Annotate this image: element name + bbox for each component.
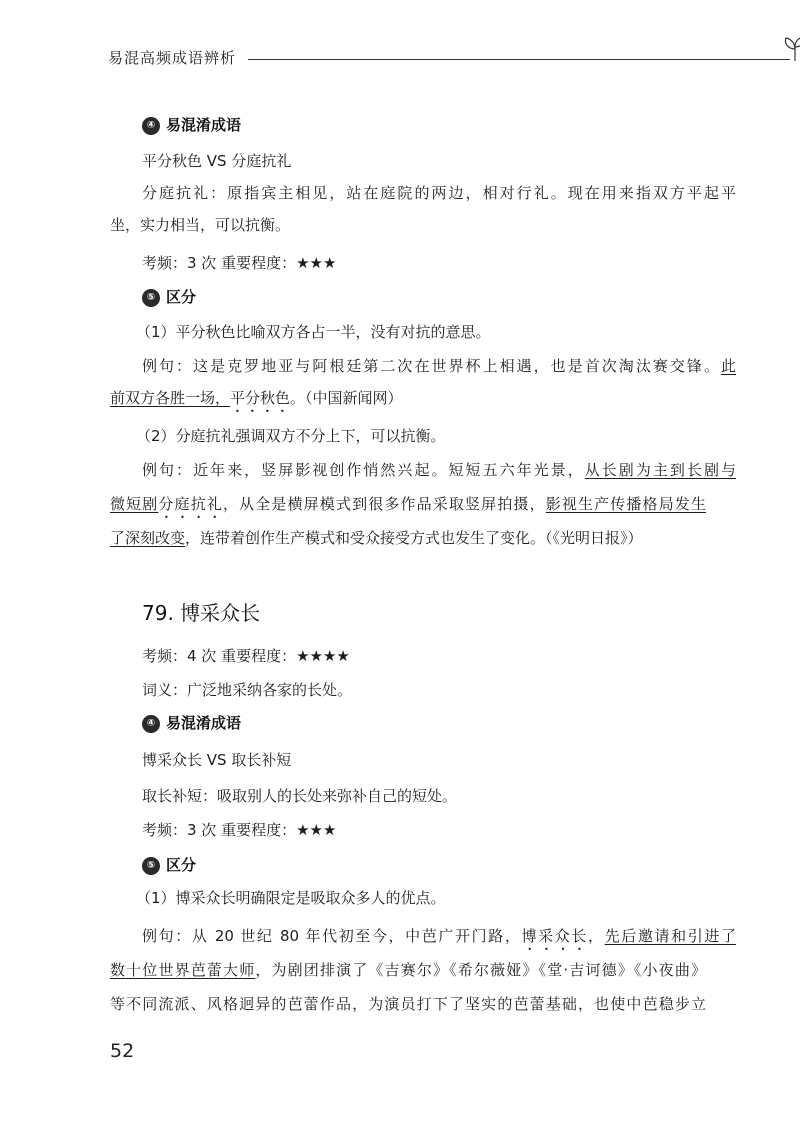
distinction-point-3: （1）博采众长明确限定是吸取众多人的优点。	[136, 889, 446, 907]
frequency-line-2: 考频：4 次 重要程度：★★★★	[142, 647, 350, 665]
example-line-3	[142, 460, 736, 480]
example-text: 例句：这是克罗地亚与阿根廷第二次在世界杯上相遇，也是首次淘汰赛交锋。	[142, 357, 721, 375]
section-badge-icon: ④	[142, 715, 160, 733]
example-line-6	[142, 926, 736, 954]
dotted-idiom: 博采众长	[521, 927, 588, 945]
distinction-point-2: （2）分庭抗礼强调双方不分上下，可以抗衡。	[136, 427, 446, 445]
meaning-line: 词义：广泛地采纳各家的长处。	[142, 681, 353, 699]
dotted-idiom: 分庭抗礼	[158, 495, 223, 513]
example-text: 例句：从 20 世纪 80 年代初至今，中芭广开门路，	[142, 927, 522, 945]
sprout-icon	[780, 33, 800, 63]
underlined-text: 先后邀请和引进了	[604, 927, 736, 945]
entry-title: 79. 博采众长	[142, 601, 261, 625]
heading-text: 区分	[166, 856, 197, 874]
header-rule	[248, 59, 790, 60]
dotted-idiom: 平分秋色	[230, 389, 291, 407]
example-line-4	[110, 494, 706, 522]
idiom-pair-1: 平分秋色 VS 分庭抗礼	[142, 152, 292, 170]
underlined-text: 微短剧	[110, 495, 159, 513]
heading-text: 易混淆成语	[166, 116, 242, 134]
example-text: ，从全是横屏模式到很多作品采取竖屏拍摄，	[222, 495, 546, 513]
frequency-line-3: 考频：3 次 重要程度：★★★	[142, 821, 337, 839]
distinction-point-1: （1）平分秋色比喻双方各占一半，没有对抗的意思。	[136, 323, 491, 341]
confusable-heading-2	[142, 712, 241, 734]
underlined-text: 了深刻改变	[110, 529, 186, 547]
example-text: ，为剧团排演了《吉赛尔》《希尔薇娅》《堂·吉诃德》《小夜曲》	[255, 961, 706, 979]
underlined-text: 前双方各胜一场，	[110, 389, 231, 407]
running-header	[108, 47, 708, 71]
definition-line-1: 分庭抗礼：原指宾主相见，站在庭院的两边，相对行礼。现在用来指双方平起平	[142, 184, 736, 202]
underlined-text: 此	[720, 357, 736, 375]
distinguish-heading-2	[142, 854, 196, 876]
distinguish-heading-1	[142, 286, 196, 308]
section-badge-icon: ⑤	[142, 857, 160, 875]
example-line-1	[142, 356, 736, 376]
example-line-5	[110, 528, 643, 548]
underlined-text: 从长剧为主到长剧与	[584, 461, 736, 479]
example-line-2	[110, 388, 403, 416]
example-line-8: 等不同流派、风格迥异的芭蕾作品，为演员打下了坚实的芭蕾基础，也使中芭稳步立	[110, 995, 706, 1013]
example-line-7	[110, 960, 706, 980]
heading-text: 区分	[166, 288, 197, 306]
example-source: ，连带着创作生产模式和受众接受方式也发生了变化。（《光明日报》）	[185, 529, 643, 547]
definition-line-2: 坐，实力相当，可以抗衡。	[110, 216, 291, 234]
underlined-text: 影视生产传播格局发生	[545, 495, 706, 513]
page-number: 52	[110, 1040, 135, 1062]
example-text: 例句：近年来，竖屏影视创作悄然兴起。短短五六年光景，	[142, 461, 585, 479]
idiom-pair-2: 博采众长 VS 取长补短	[142, 751, 292, 769]
confusable-heading-1	[142, 114, 241, 136]
section-badge-icon: ④	[142, 117, 160, 135]
definition-line-3: 取长补短：吸取别人的长处来弥补自己的短处。	[142, 787, 458, 805]
example-source: 。（中国新闻网）	[290, 389, 403, 407]
underlined-text: 数十位世界芭蕾大师	[110, 961, 256, 979]
heading-text: 易混淆成语	[166, 714, 242, 732]
section-badge-icon: ⑤	[142, 289, 160, 307]
example-text: ，	[588, 927, 605, 945]
frequency-line-1: 考频：3 次 重要程度：★★★	[142, 254, 337, 272]
header-title: 易混高频成语辨析	[108, 49, 237, 67]
